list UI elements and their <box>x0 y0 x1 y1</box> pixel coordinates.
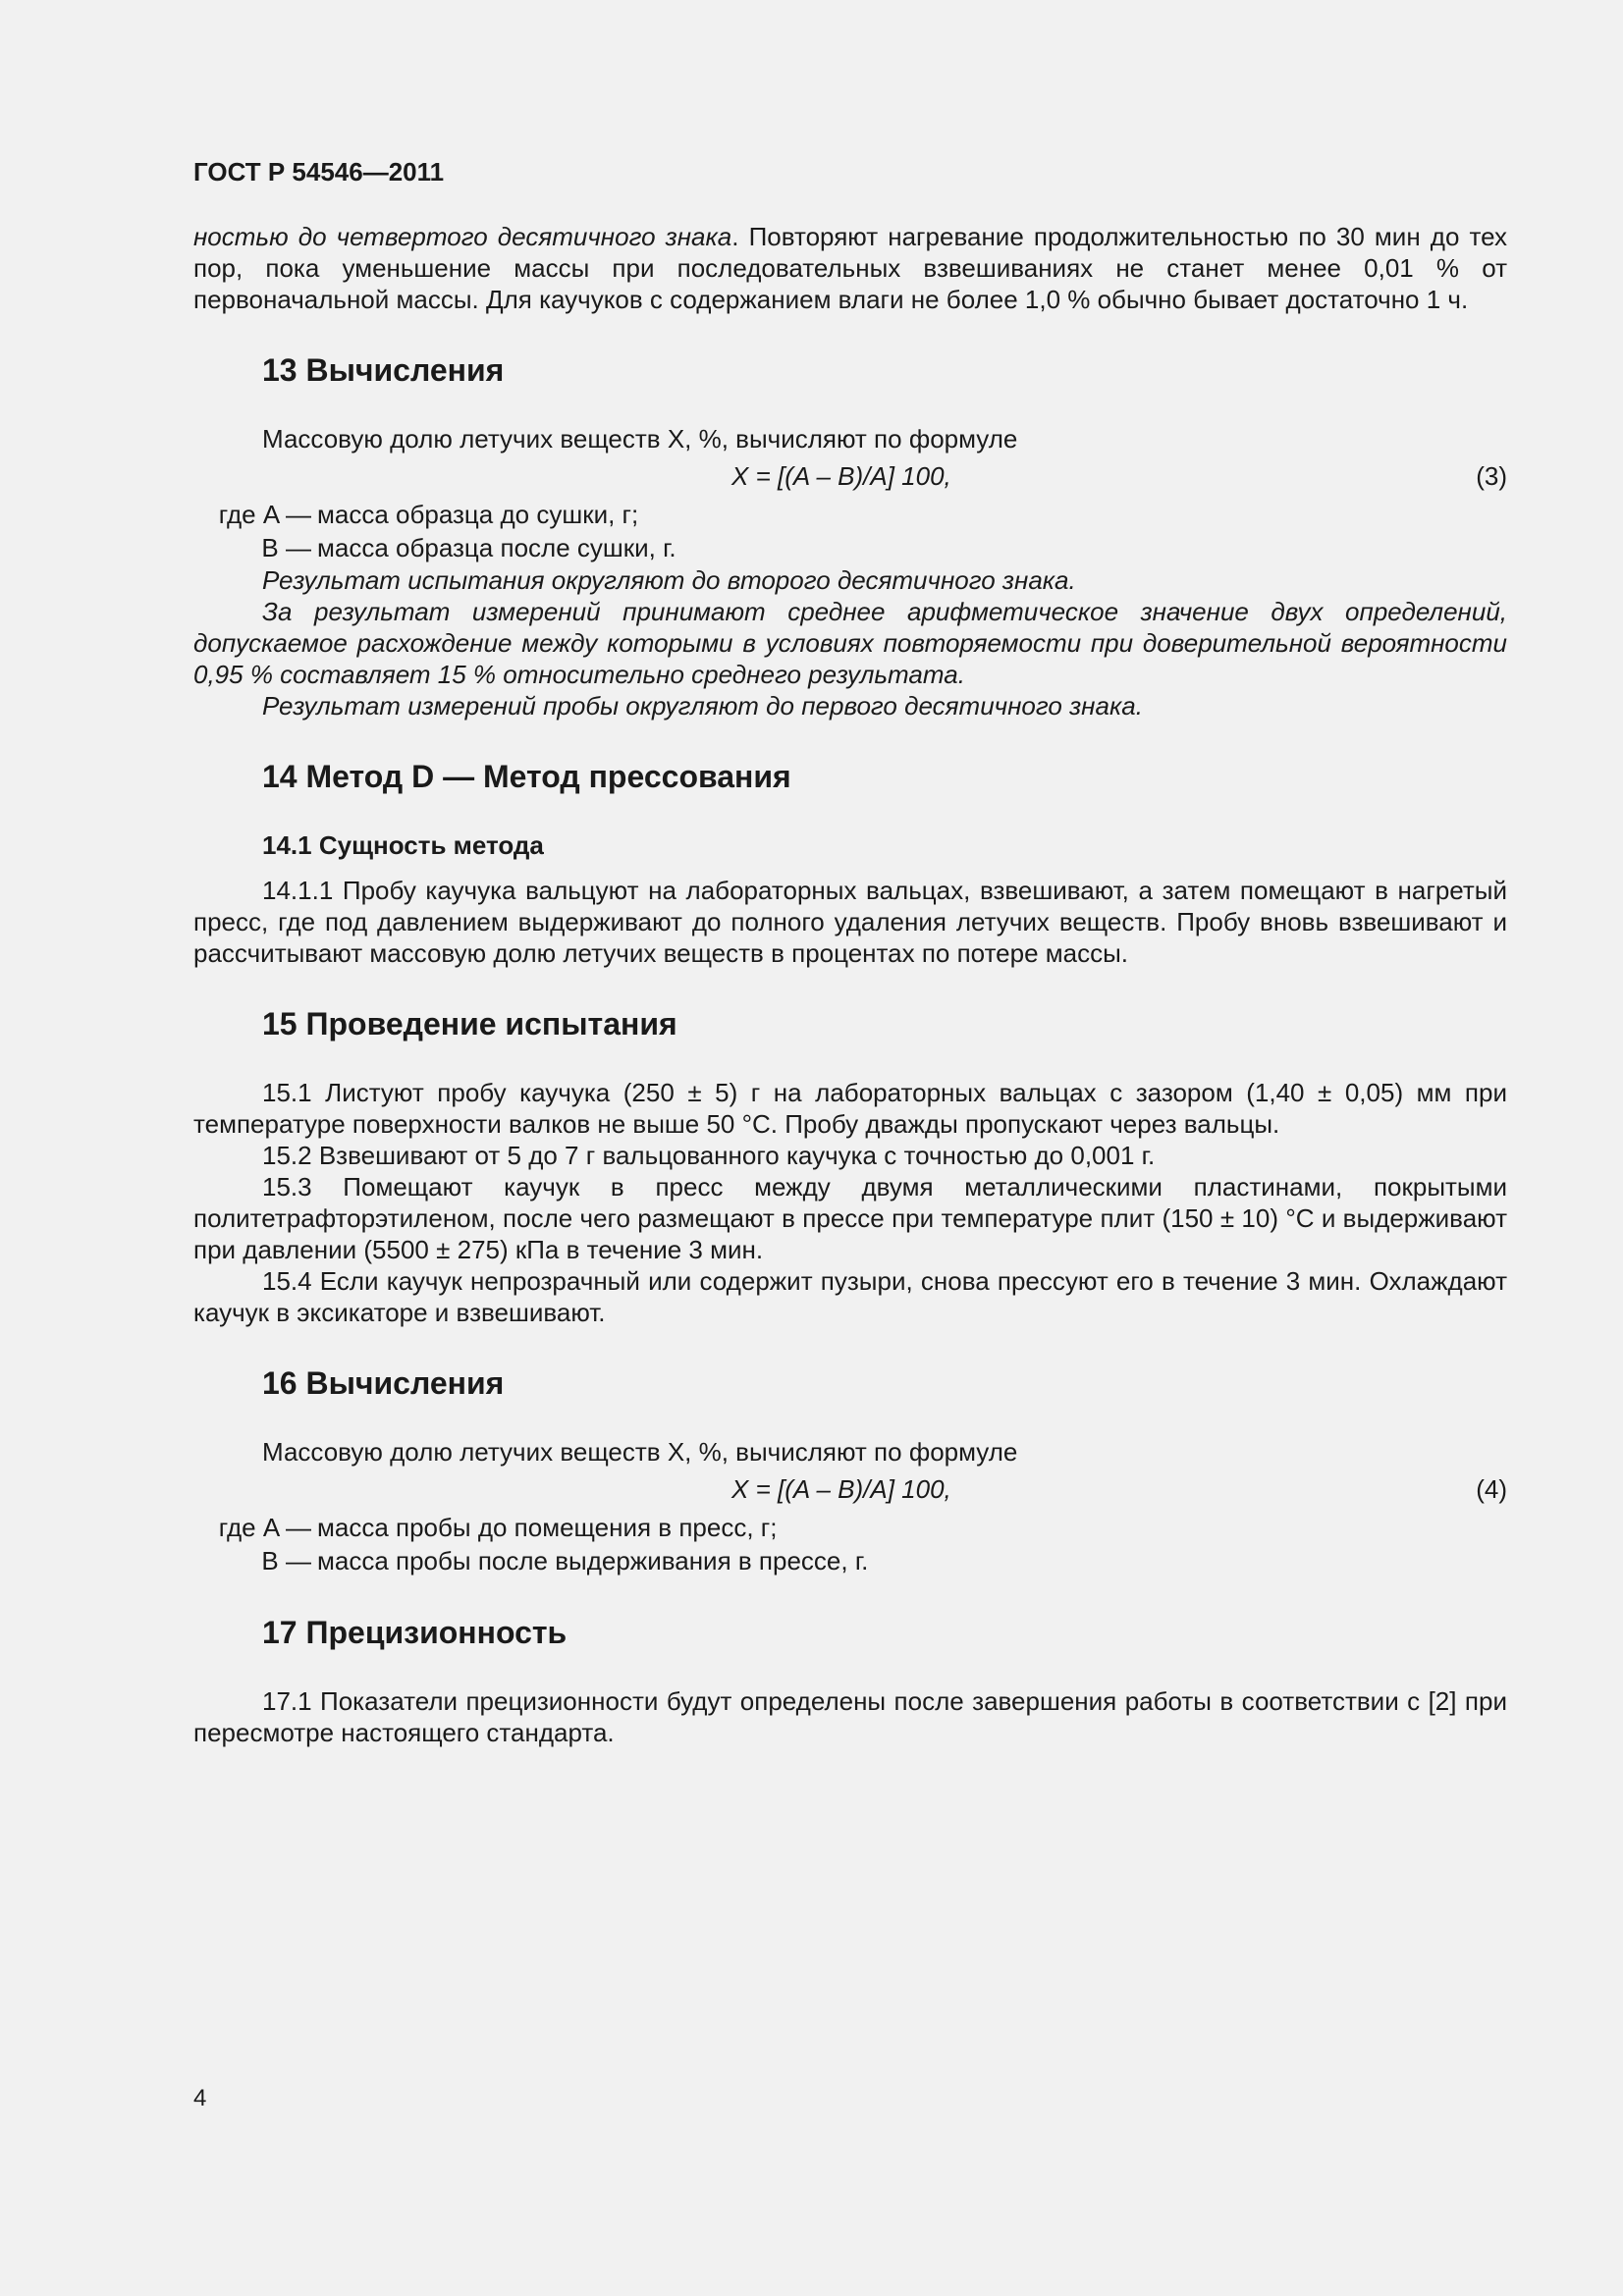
section-14-heading: 14 Метод D — Метод прессования <box>262 759 791 794</box>
document-page <box>193 157 1507 1748</box>
section-16-heading: 16 Вычисления <box>262 1365 505 1401</box>
legend-description: масса образца после сушки, г. <box>317 533 676 562</box>
intro-rest: . Повторяют нагревание продолжительностью по 30 мин до тех пор, пока уменьшение массы при последовательных взвешиваниях не станет менее 0,01 % от первоначальной массы. Для каучуков с содержанием влаги не более 1,0 % обычно бывает достаточно 1 ч. <box>193 222 1508 314</box>
formula-4-number: (4) <box>1476 1474 1507 1504</box>
formula-3-expression: X = [(A – B)/A] 100, <box>731 461 951 491</box>
section-13-note: За результат измерений принимают среднее арифметическое значение двух определений, допускаемое расхождение между которыми в условиях повторяемости при доверительной вероятности 0,95 % составляет 15 % относительно среднего результата. <box>193 597 1507 689</box>
section-14-1-1-paragraph: 14.1.1 Пробу каучука вальцуют на лабораторных вальцах, взвешивают, а затем помещают в нагретый пресс, где под давлением выдерживают до полного удаления летучих веществ. Пробу вновь взвешивают и рассчитывают массовую долю летучих веществ в процентах по потере массы. <box>193 876 1507 968</box>
formula-3 <box>193 454 1507 498</box>
section-13-lead: Массовую долю летучих веществ X, %, вычисляют по формуле <box>262 424 1018 454</box>
legend-symbol: B — <box>261 533 311 562</box>
section-13-note: Результат измерений пробы округляют до первого десятичного знака. <box>262 691 1143 721</box>
legend-row <box>193 1544 1507 1577</box>
section-17-1-paragraph: 17.1 Показатели прецизионности будут определены после завершения работы в соответствии с [2] при пересмотре настоящего стандарта. <box>193 1686 1507 1747</box>
intro-paragraph <box>193 221 1507 315</box>
legend-description: масса пробы после выдерживания в прессе, г. <box>317 1546 869 1575</box>
formula-4-expression: X = [(A – B)/A] 100, <box>731 1474 951 1504</box>
section-14-1-heading: 14.1 Сущность метода <box>262 830 544 860</box>
document-header: ГОСТ Р 54546—2011 <box>193 157 445 187</box>
legend-row <box>193 531 1507 564</box>
page-number: 4 <box>193 2085 207 2111</box>
legend-row <box>193 498 1507 531</box>
formula-3-number: (3) <box>1476 461 1507 491</box>
legend-description: масса образца до сушки, г; <box>317 500 639 529</box>
legend-symbol: B — <box>261 1546 311 1575</box>
section-15-item: 15.2 Взвешивают от 5 до 7 г вальцованного каучука с точностью до 0,001 г. <box>262 1141 1156 1170</box>
section-15-heading: 15 Проведение испытания <box>262 1006 677 1041</box>
legend-symbol: где A — <box>218 1513 311 1542</box>
section-13-note: Результат испытания округляют до второго десятичного знака. <box>262 565 1076 595</box>
formula-4 <box>193 1468 1507 1511</box>
legend-symbol: где A — <box>218 500 311 529</box>
legend-description: масса пробы до помещения в пресс, г; <box>317 1513 778 1542</box>
section-15-item: 15.4 Если каучук непрозрачный или содержит пузыри, снова прессуют его в течение 3 мин. Охлаждают каучук в эксикаторе и взвешивают. <box>193 1266 1507 1327</box>
section-15-item: 15.1 Листуют пробу каучука (250 ± 5) г на лабораторных вальцах с зазором (1,40 ± 0,05) мм при температуре поверхности валков не выше 50 °С. Пробу дважды пропускают через вальцы. <box>193 1078 1507 1139</box>
section-17-heading: 17 Прецизионность <box>262 1615 568 1650</box>
intro-italic: ностью до четвертого десятичного знака <box>193 222 732 251</box>
section-13-heading: 13 Вычисления <box>262 352 505 388</box>
legend-row <box>193 1511 1507 1544</box>
section-15-item: 15.3 Помещают каучук в пресс между двумя металлическими пластинами, покрытыми политетрафторэтиленом, после чего размещают в прессе при температуре плит (150 ± 10) °С и выдерживают при давлении (5500 ± 275) кПа в течение 3 мин. <box>193 1172 1507 1264</box>
section-16-lead: Массовую долю летучих веществ X, %, вычисляют по формуле <box>262 1437 1018 1467</box>
